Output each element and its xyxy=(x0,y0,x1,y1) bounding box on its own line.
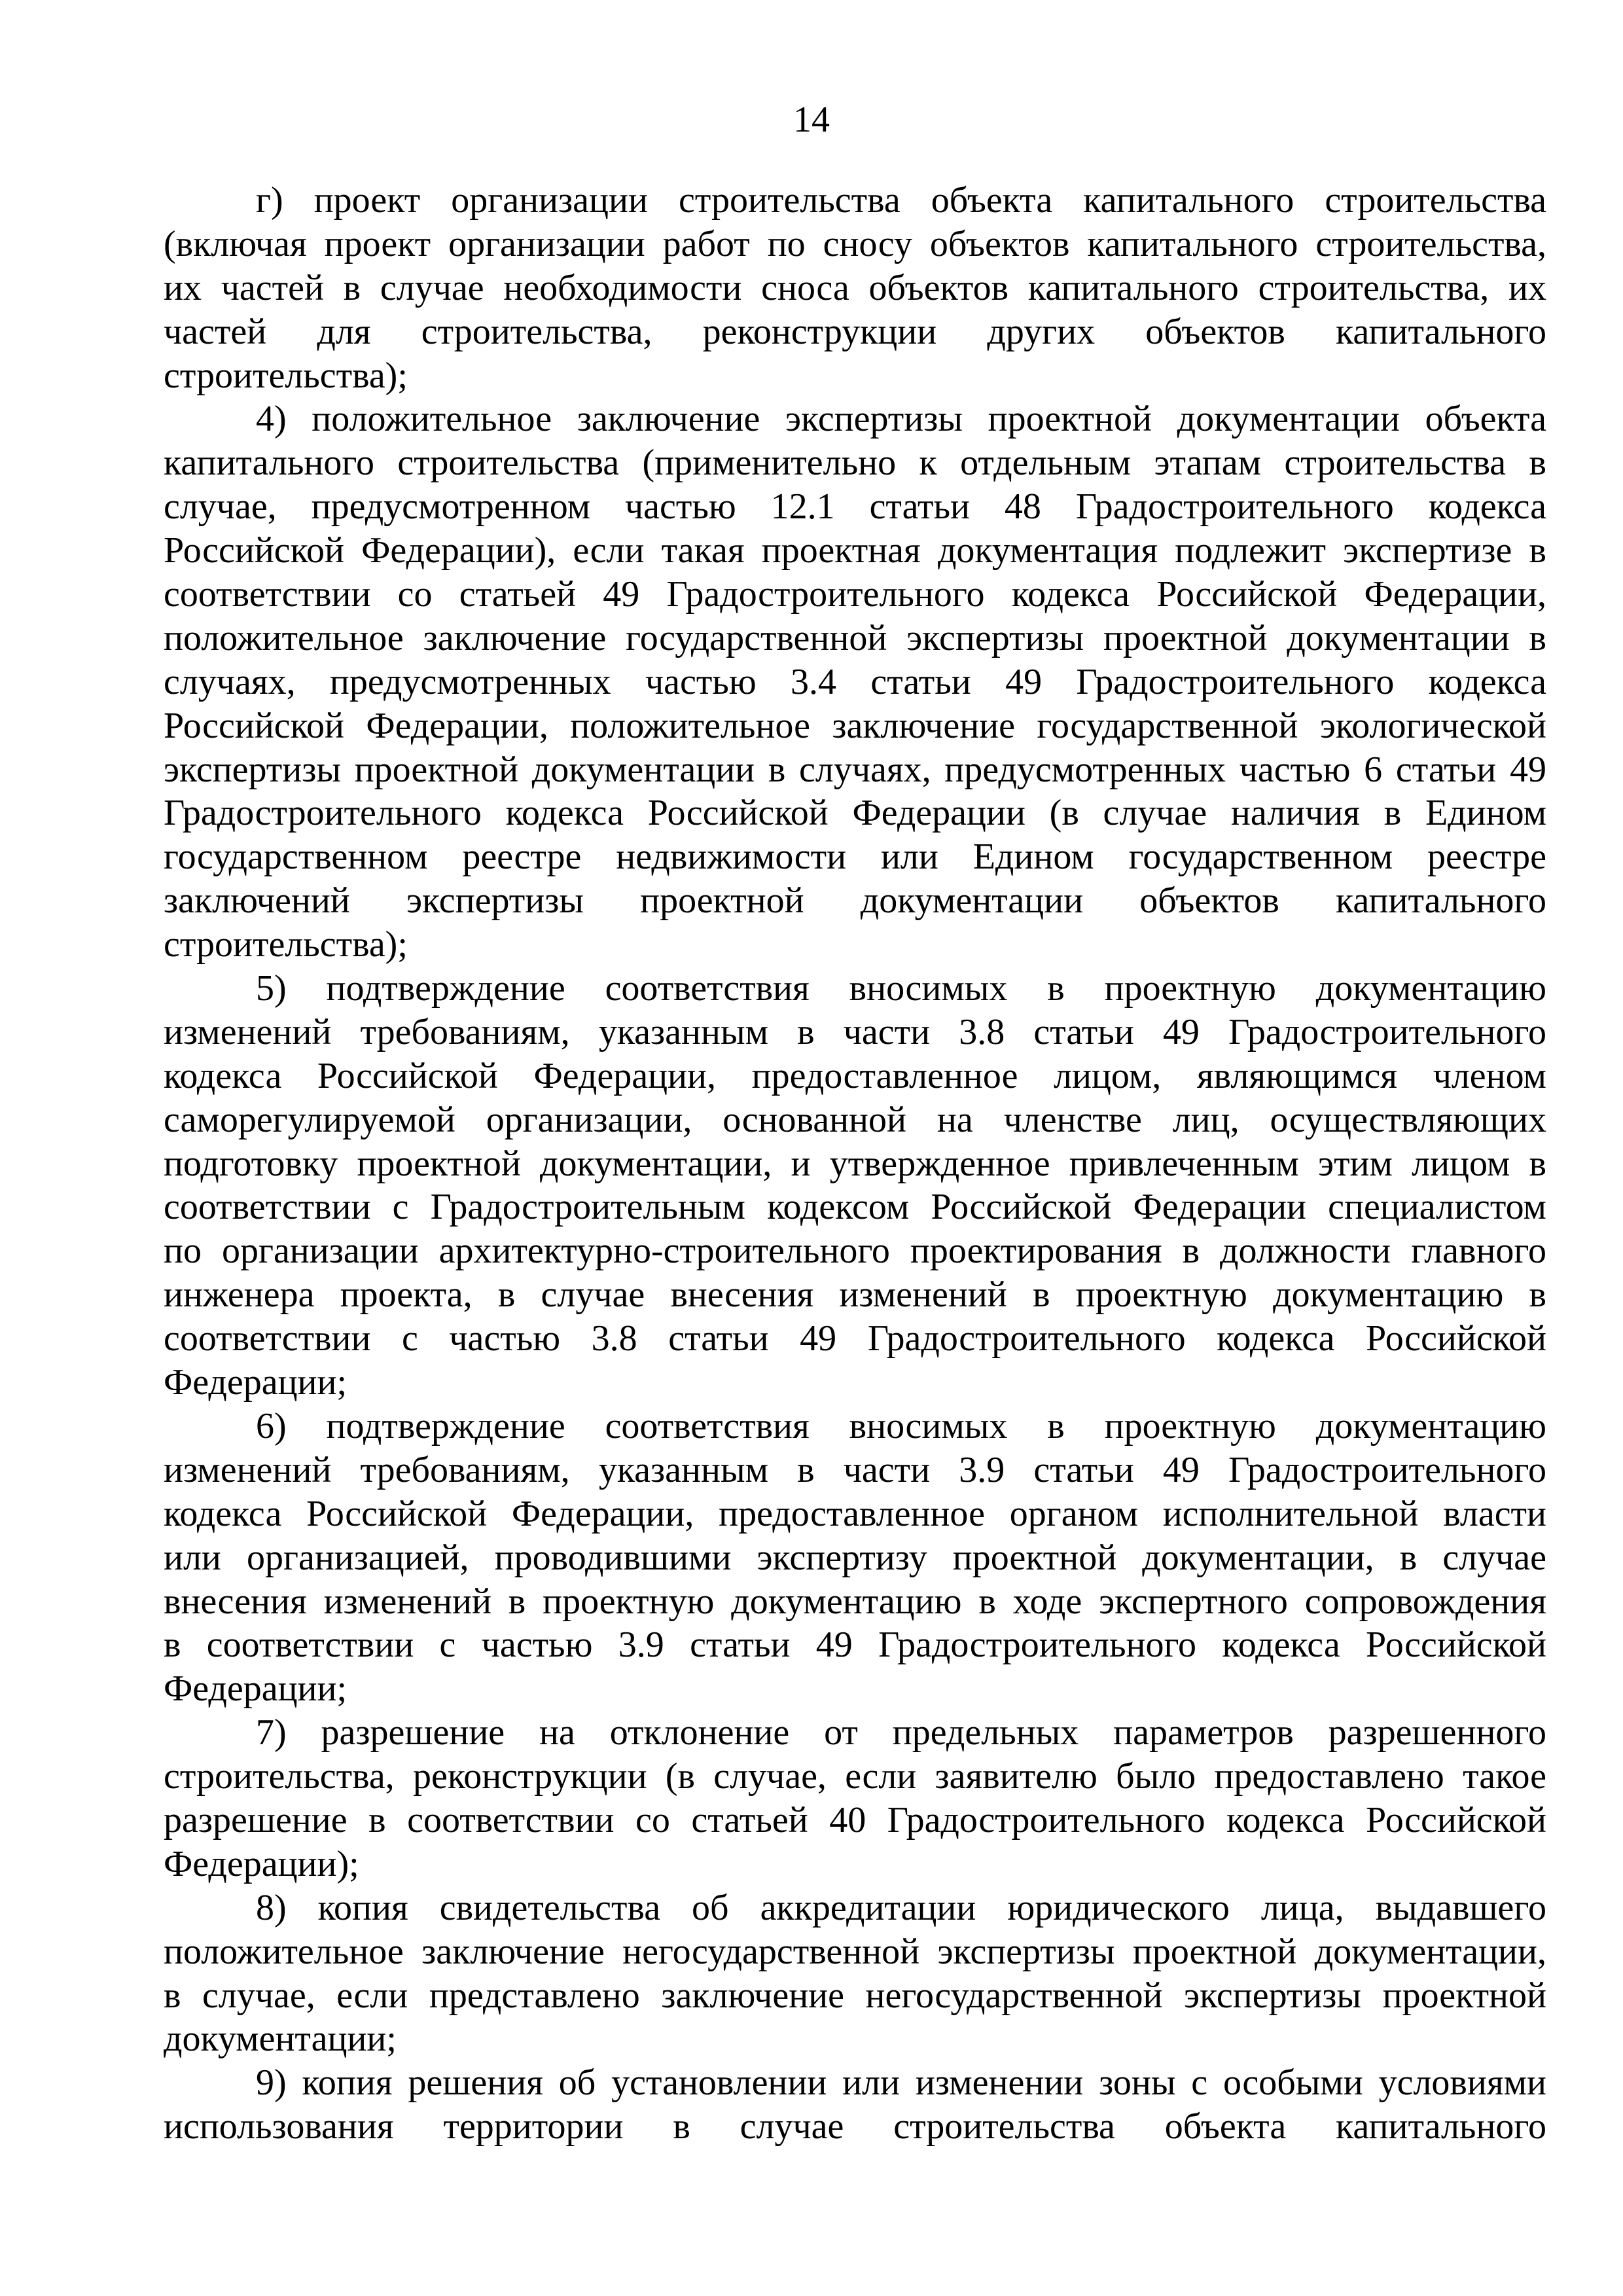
text-line: 7) разрешение на отклонение от предельных параметров разрешенного xyxy=(256,1712,1546,1753)
paragraph xyxy=(164,179,1546,397)
text-line: в соответствии с частью 3.9 статьи 49 Градостроительного кодекса Российской xyxy=(164,1624,1546,1666)
text-line: строительства); xyxy=(164,355,408,396)
text-line: изменений требованиям, указанным в части 3.9 статьи 49 Градостроительного xyxy=(164,1449,1546,1490)
text-line: Федерации; xyxy=(164,1668,348,1710)
text-line: капитального строительства (применительно к отдельным этапам строительства в xyxy=(164,442,1546,484)
text-line: саморегулируемой организации, основанной на членстве лиц, осуществляющих xyxy=(164,1099,1546,1140)
text-line: соответствии с частью 3.8 статьи 49 Градостроительного кодекса Российской xyxy=(164,1318,1546,1359)
paragraph xyxy=(164,2061,1546,2149)
paragraph xyxy=(164,1711,1546,1886)
page-number: 14 xyxy=(793,99,830,140)
text-line: кодекса Российской Федерации, предоставленное лицом, являющимся членом xyxy=(164,1055,1546,1096)
text-line: г) проект организации строительства объекта капитального строительства xyxy=(256,180,1546,221)
text-line: 9) копия решения об установлении или изменении зоны с особыми условиями xyxy=(256,2062,1546,2104)
text-line: соответствии со статьей 49 Градостроительного кодекса Российской Федерации, xyxy=(164,574,1546,615)
text-line: (включая проект организации работ по сносу объектов капитального строительства, xyxy=(164,223,1546,264)
text-line: Федерации; xyxy=(164,1362,348,1403)
text-line: случае, предусмотренном частью 12.1 статьи 48 Градостроительного кодекса xyxy=(164,486,1546,528)
text-line: их частей в случае необходимости сноса объектов капитального строительства, их xyxy=(164,267,1546,308)
paragraph xyxy=(164,1405,1546,1711)
paragraph xyxy=(164,1886,1546,2062)
text-line: в случае, если представлено заключение негосударственной экспертизы проектной xyxy=(164,1975,1546,2016)
text-line: или организацией, проводившими экспертизу проектной документации, в случае xyxy=(164,1537,1546,1578)
text-line: по организации архитектурно-строительного проектирования в должности главного xyxy=(164,1230,1546,1272)
text-line: положительное заключение негосударственной экспертизы проектной документации, xyxy=(164,1931,1546,1972)
text-line: Российской Федерации), если такая проектная документация подлежит экспертизе в xyxy=(164,530,1546,571)
text-line: 6) подтверждение соответствия вносимых в проектную документацию xyxy=(256,1405,1546,1446)
text-line: соответствии с Градостроительным кодексом Российской Федерации специалистом xyxy=(164,1187,1546,1228)
text-line: использования территории в случае строительства объекта капитального xyxy=(164,2106,1546,2147)
text-line: государственном реестре недвижимости или Едином государственном реестре xyxy=(164,836,1546,878)
text-line: инженера проекта, в случае внесения изменений в проектную документацию в xyxy=(164,1274,1546,1316)
paragraph xyxy=(164,397,1546,967)
text-line: 8) копия свидетельства об аккредитации юридического лица, выдавшего xyxy=(256,1887,1546,1928)
text-line: подготовку проектной документации, и утвержденное привлеченным этим лицом в xyxy=(164,1143,1546,1184)
text-line: положительное заключение государственной экспертизы проектной документации в xyxy=(164,617,1546,658)
text-line: разрешение в соответствии со статьей 40 Градостроительного кодекса Российской xyxy=(164,1799,1546,1840)
text-line: Федерации); xyxy=(164,1843,359,1884)
text-line: внесения изменений в проектную документацию в ходе экспертного сопровождения xyxy=(164,1581,1546,1622)
document-body xyxy=(164,179,1546,2149)
text-line: строительства, реконструкции (в случае, если заявителю было предоставлено такое xyxy=(164,1756,1546,1797)
text-line: кодекса Российской Федерации, предоставленное органом исполнительной власти xyxy=(164,1493,1546,1534)
text-line: случаях, предусмотренных частью 3.4 статьи 49 Градостроительного кодекса xyxy=(164,661,1546,702)
text-line: документации; xyxy=(164,2018,397,2060)
paragraph xyxy=(164,967,1546,1405)
text-line: 5) подтверждение соответствия вносимых в проектную документацию xyxy=(256,968,1546,1009)
text-line: Градостроительного кодекса Российской Федерации (в случае наличия в Едином xyxy=(164,793,1546,834)
text-line: Российской Федерации, положительное заключение государственной экологической xyxy=(164,705,1546,746)
text-line: заключений экспертизы проектной документации объектов капитального xyxy=(164,880,1546,922)
text-line: 4) положительное заключение экспертизы проектной документации объекта xyxy=(256,399,1546,440)
text-line: частей для строительства, реконструкции других объектов капитального xyxy=(164,311,1546,352)
text-line: изменений требованиям, указанным в части 3.8 статьи 49 Градостроительного xyxy=(164,1011,1546,1052)
text-line: экспертизы проектной документации в случаях, предусмотренных частью 6 статьи 49 xyxy=(164,749,1546,790)
text-line: строительства); xyxy=(164,924,408,965)
